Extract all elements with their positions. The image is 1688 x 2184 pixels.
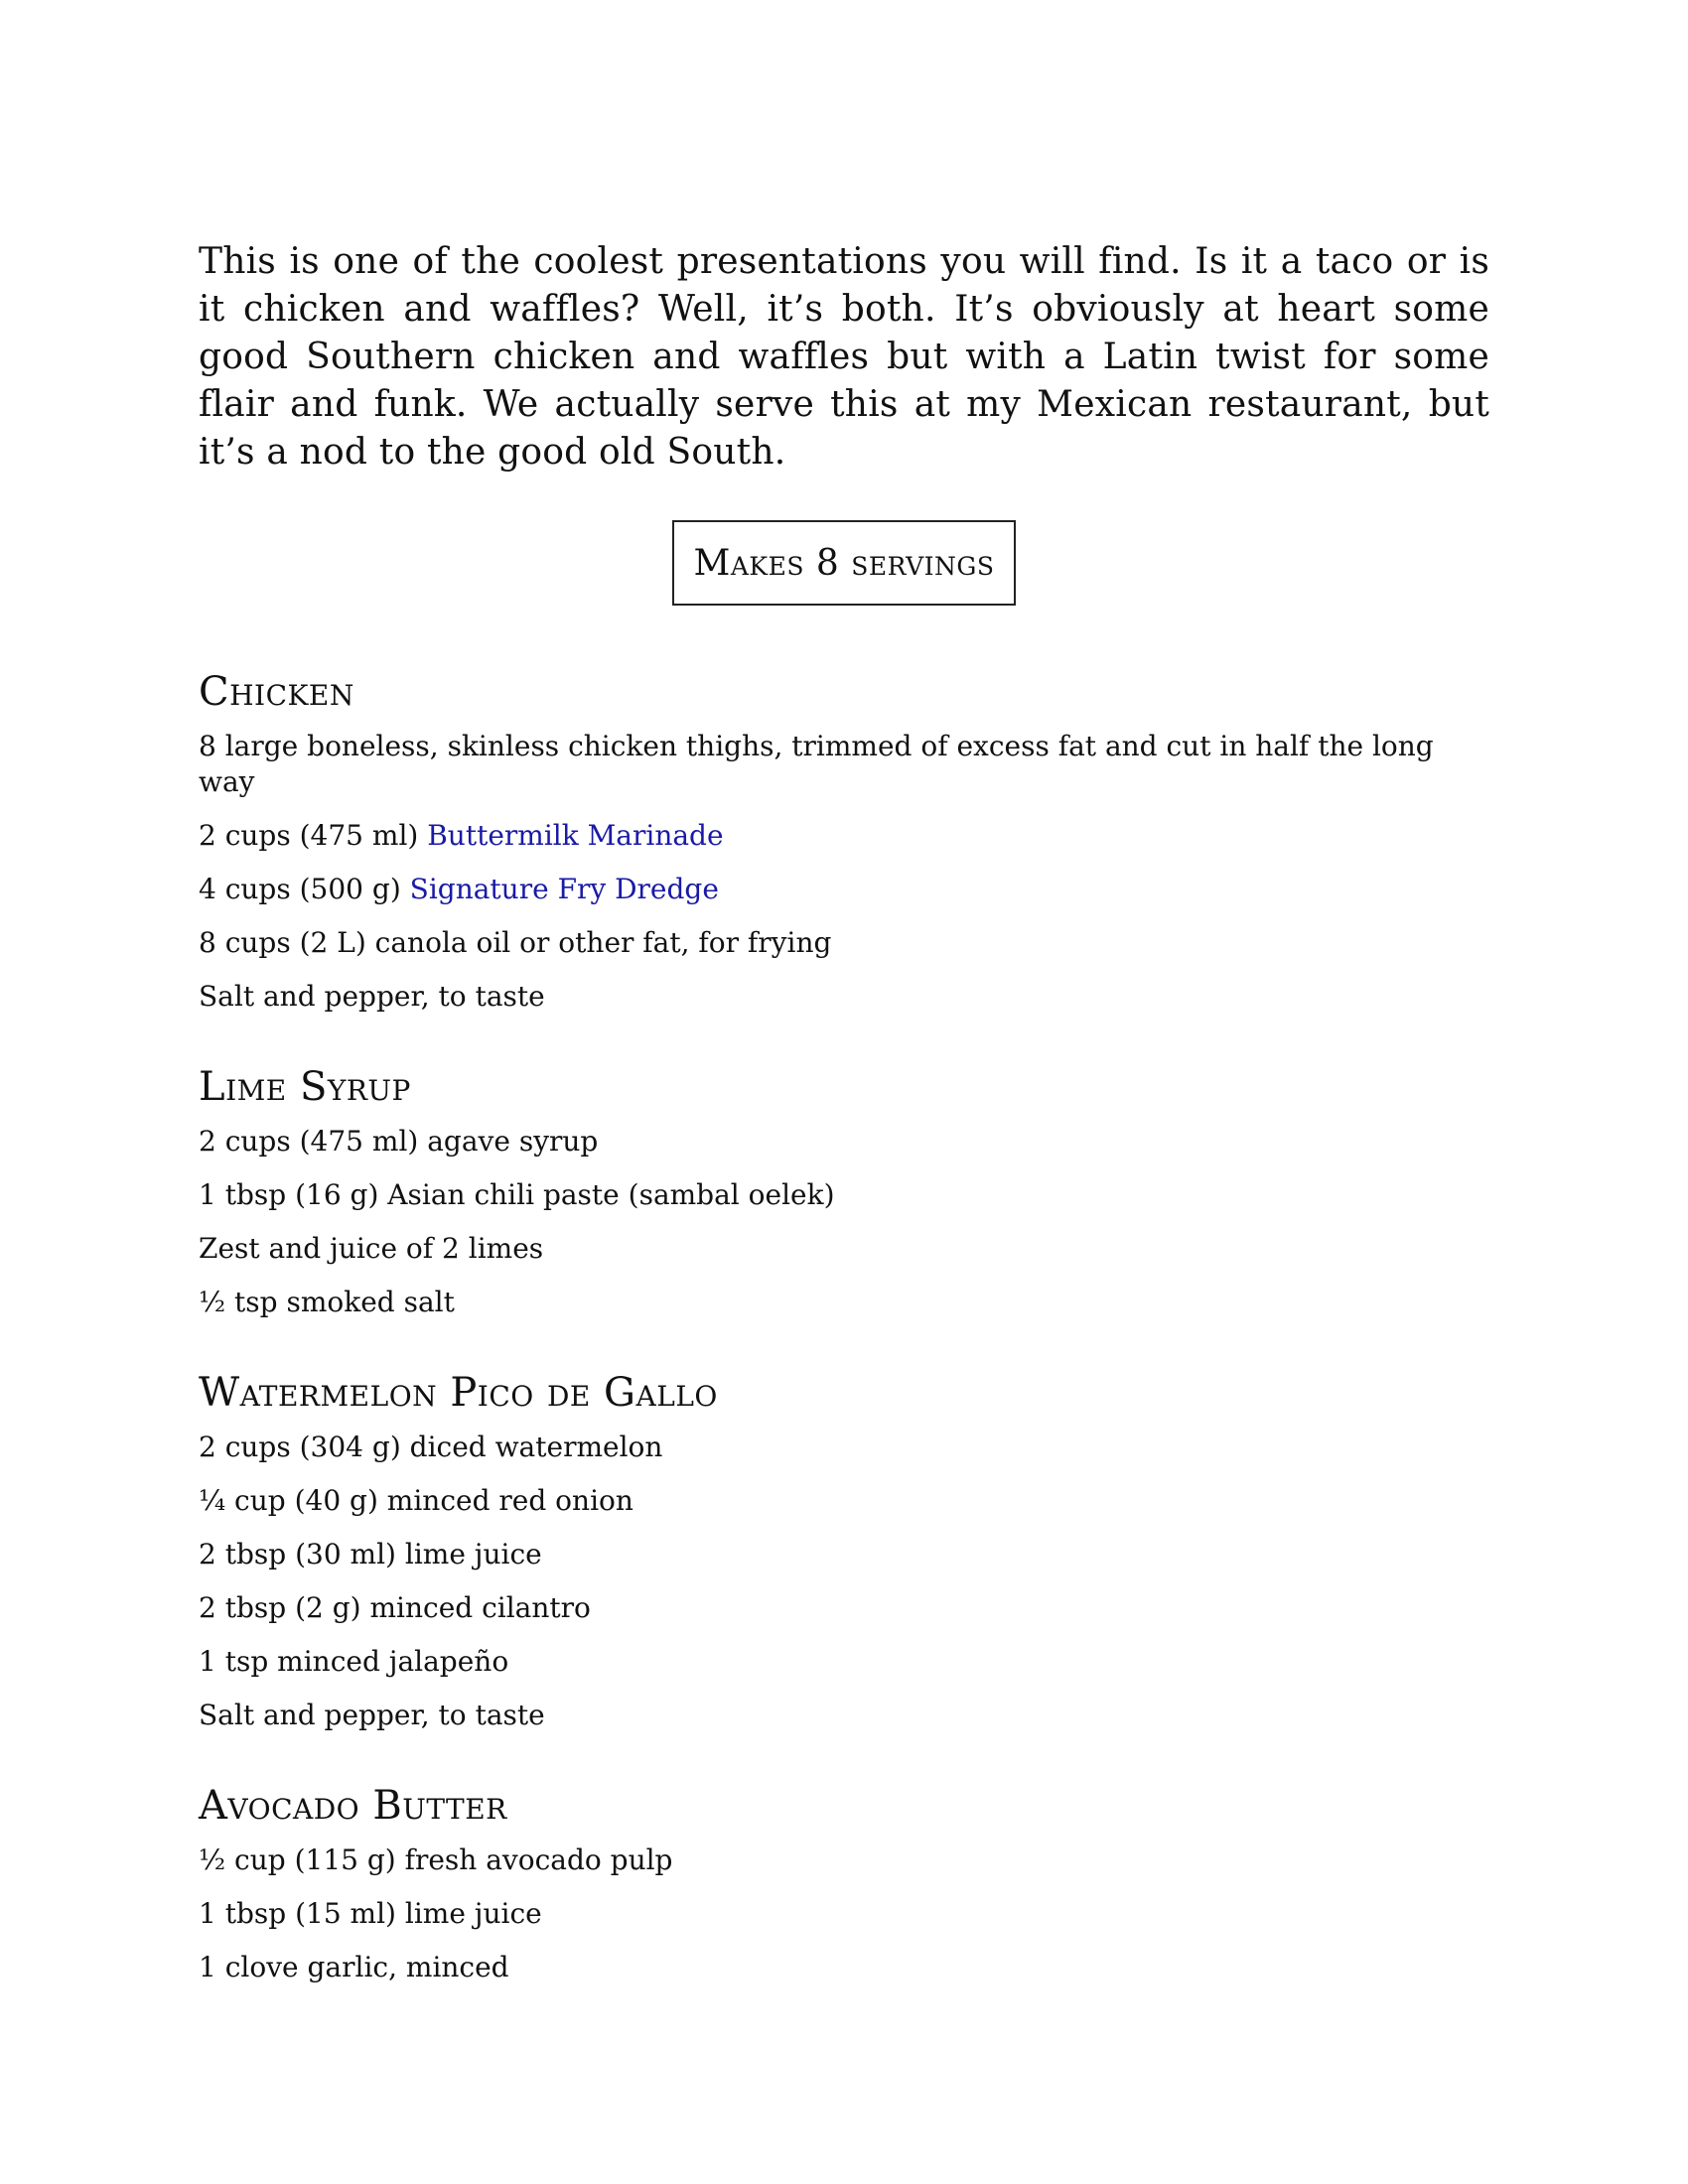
ingredient-item <box>199 818 1489 854</box>
section-watermelon-pico <box>199 1366 1489 1733</box>
ingredient-item: 2 cups (475 ml) agave syrup <box>199 1125 599 1158</box>
intro-paragraph: This is one of the coolest presentations you will find. Is it a taco or is it chicken and waffles? Well, it’s both. It’s obviously at heart some good Southern chicken and waffles but with a Latin twist for some flair and funk. We actually serve this at my Mexican restaurant, but it’s a nod to the good old South. <box>199 241 1489 473</box>
section-chicken <box>199 665 1489 1015</box>
ingredient-quantity: 2 cups (475 ml) <box>199 819 428 852</box>
section-title: Watermelon Pico de Gallo <box>199 1370 718 1416</box>
section-title: Chicken <box>199 669 354 715</box>
ingredient-item: 8 cups (2 L) canola oil or other fat, for frying <box>199 926 832 959</box>
ingredient-item: 8 large boneless, skinless chicken thighs, trimmed of excess fat and cut in half the long way <box>199 730 1434 798</box>
signature-fry-dredge-link[interactable]: Signature Fry Dredge <box>409 873 719 905</box>
section-avocado-butter <box>199 1779 1489 1985</box>
servings-box: Makes 8 servings <box>672 520 1017 606</box>
ingredient-item: 1 tsp minced jalapeño <box>199 1645 509 1678</box>
servings-container <box>199 520 1489 606</box>
buttermilk-marinade-link[interactable]: Buttermilk Marinade <box>427 819 724 852</box>
ingredient-item: Salt and pepper, to taste <box>199 980 545 1013</box>
ingredient-item: 2 tbsp (2 g) minced cilantro <box>199 1591 591 1624</box>
ingredient-item: ½ tsp smoked salt <box>199 1286 455 1318</box>
ingredient-item: 2 tbsp (30 ml) lime juice <box>199 1538 542 1570</box>
ingredient-item: 1 tbsp (16 g) Asian chili paste (sambal oelek) <box>199 1178 835 1211</box>
ingredient-item: Zest and juice of 2 limes <box>199 1232 544 1265</box>
ingredient-item: ½ cup (115 g) fresh avocado pulp <box>199 1843 673 1876</box>
ingredient-item: ¼ cup (40 g) minced red onion <box>199 1484 633 1517</box>
ingredient-quantity: 4 cups (500 g) <box>199 873 410 905</box>
ingredient-item: 2 cups (304 g) diced watermelon <box>199 1431 663 1463</box>
section-title: Avocado Butter <box>199 1783 507 1829</box>
ingredient-item: 1 clove garlic, minced <box>199 1951 509 1983</box>
section-lime-syrup <box>199 1060 1489 1320</box>
section-title: Lime Syrup <box>199 1064 411 1110</box>
ingredient-item: 1 tbsp (15 ml) lime juice <box>199 1897 542 1930</box>
ingredient-item: Salt and pepper, to taste <box>199 1699 545 1731</box>
ingredient-item <box>199 872 1489 907</box>
